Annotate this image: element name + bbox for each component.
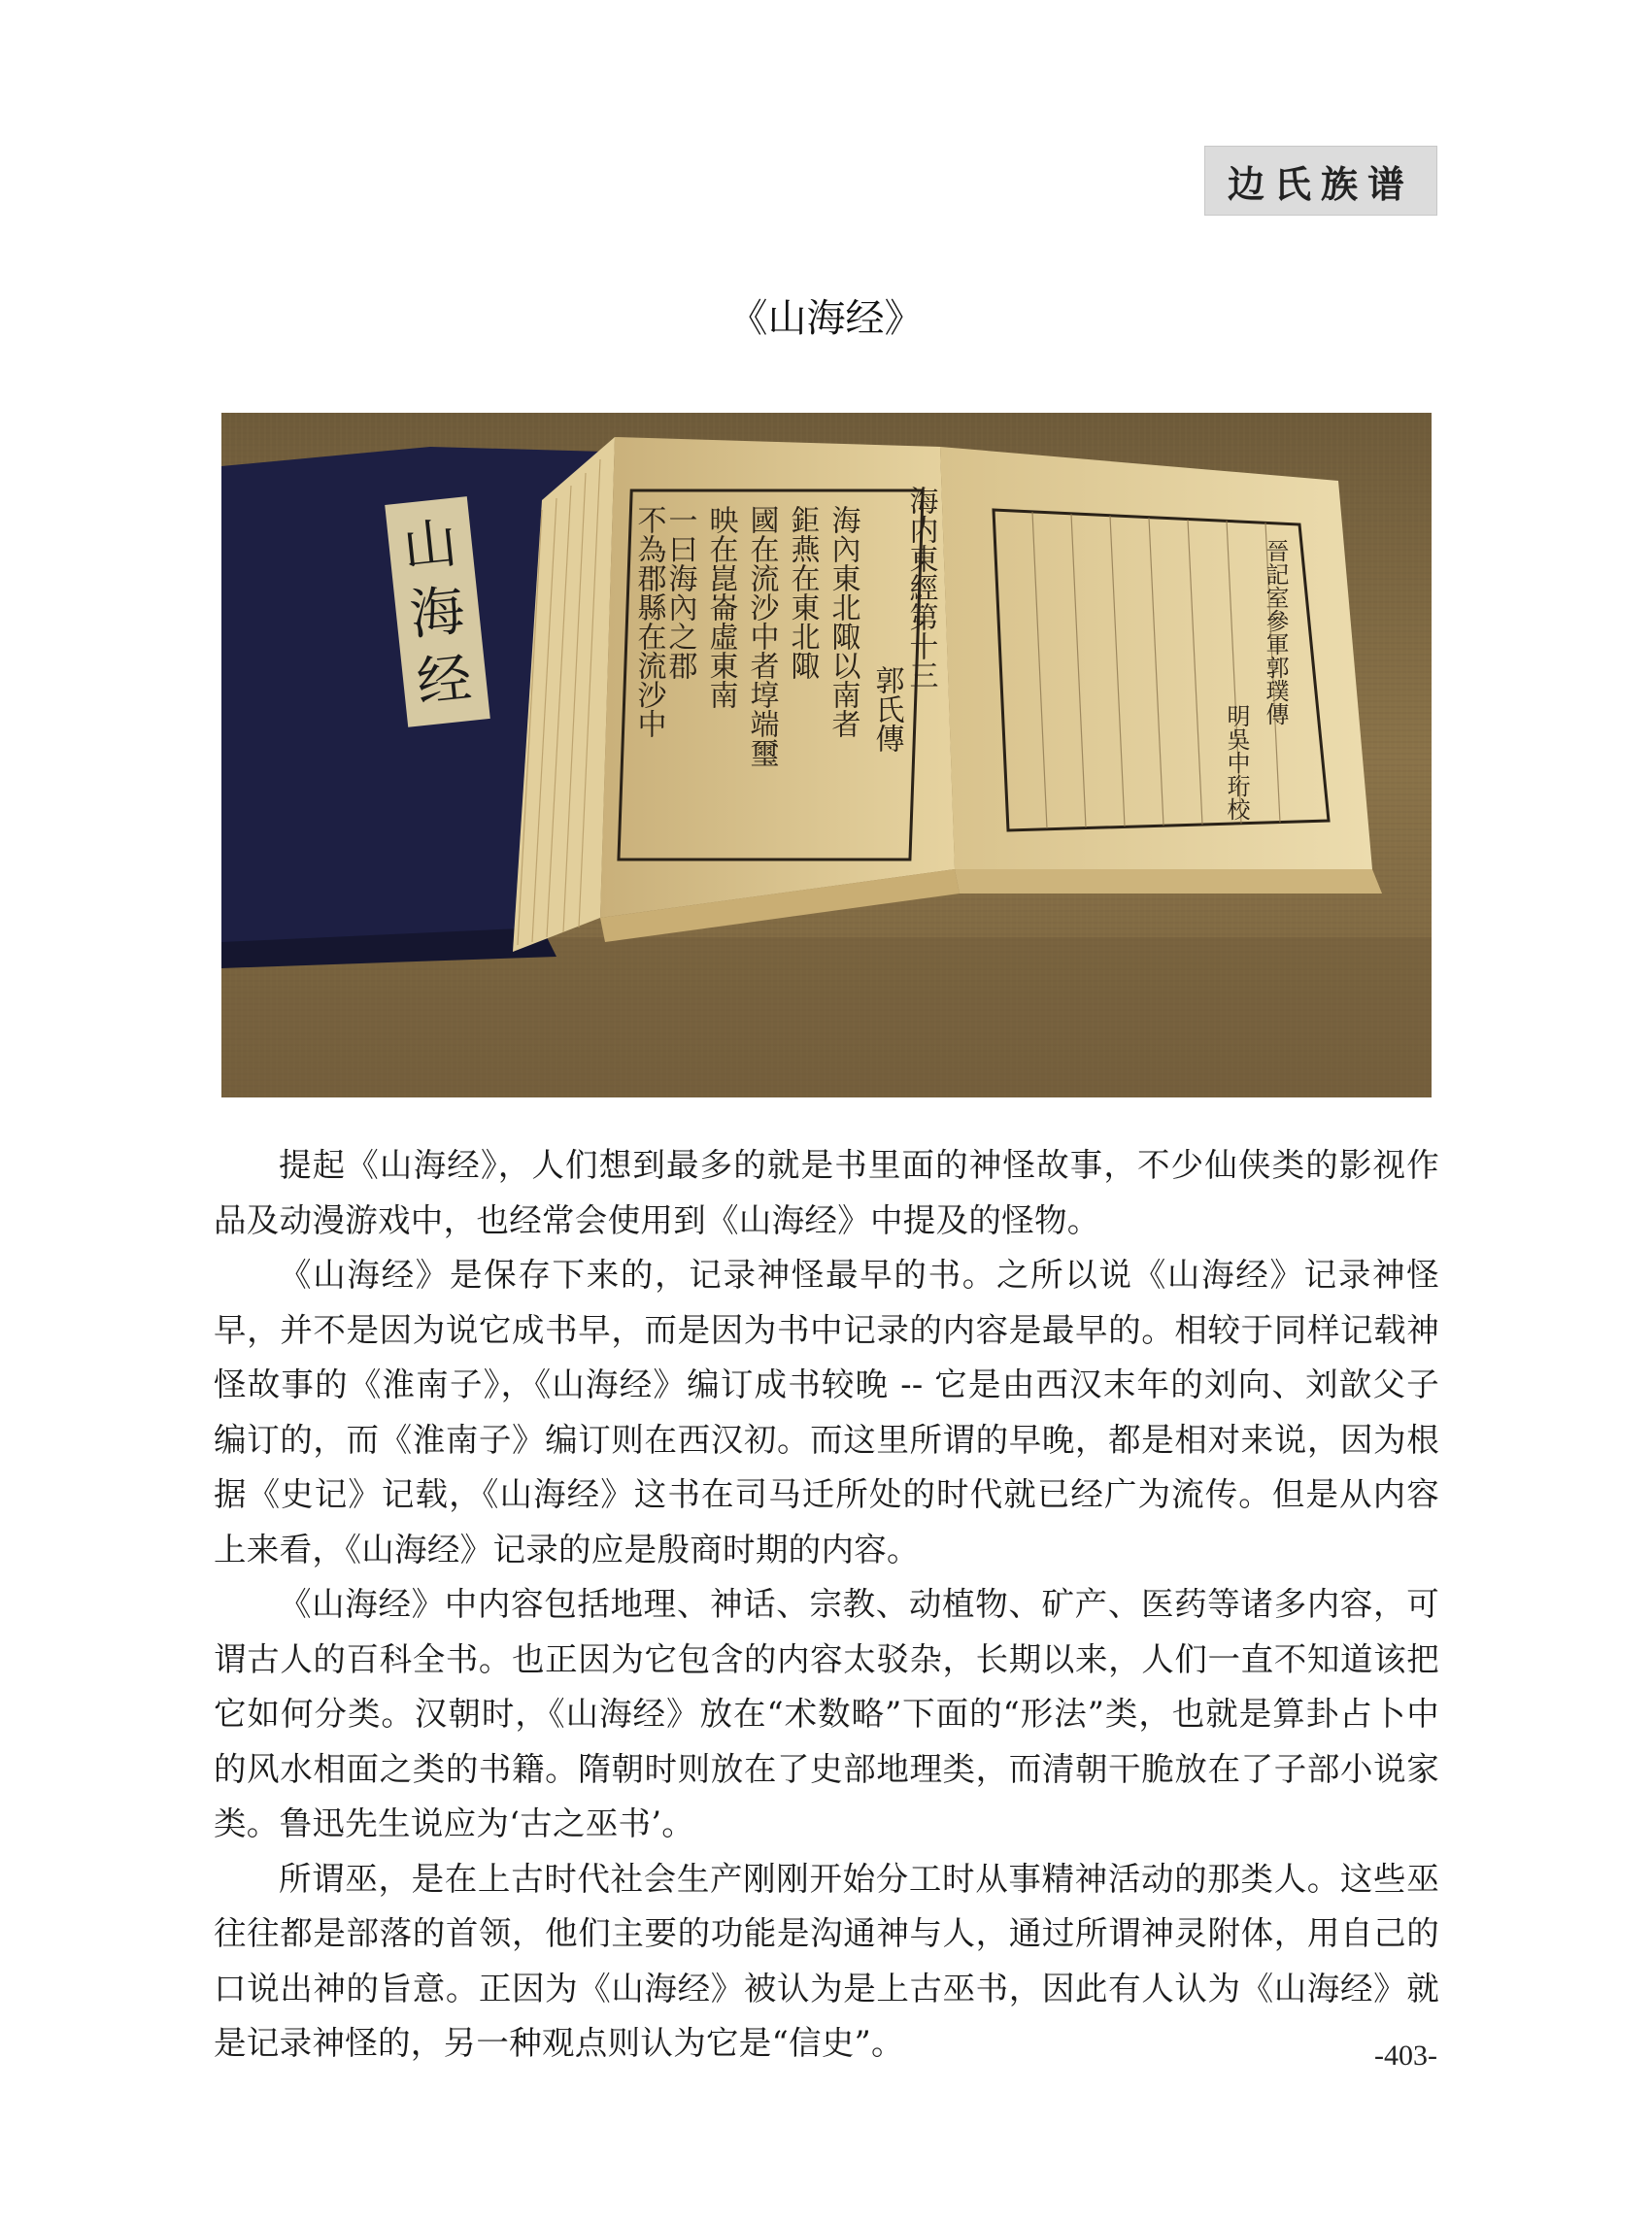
page-column-text: 映在崑崙虛東南 [703,505,738,709]
book-photo [221,413,1432,1097]
page-column-text: 海內東北陬以南者 [826,505,860,738]
page-column-text: 國在流沙中者埻端璽 [744,505,779,767]
article-title: 《山海经》 [728,296,924,341]
page-column-text: 鉅燕在東北陬 [785,505,820,680]
body-paragraph: 《山海经》是保存下来的，记录神怪最早的书。之所以说《山海经》记录神怪早，并不是因为说它成书早，而是因为书中记录的内容是最早的。相较于同样记载神怪故事的《淮南子》，《山海经》编订成书较晚 -- 它是由西汉末年的刘向、刘歆父子编订的，而《淮南子》编订则在西汉初。而这里所谓的早晚，都是相对来说，因为根据《史记》记载，《山海经》这书在司马迁所处的时代就已经广为流传。但是从内容上来看，《山海经》记录的应是殷商时期的内容。 [214,1256,1439,1568]
cover-label-char: 经 [414,646,475,716]
cover-label-char: 海 [406,579,468,648]
body-paragraph: 所谓巫，是在上古时代社会生产刚刚开始分工时从事精神活动的那类人。这些巫往往都是部落的首领，他们主要的功能是沟通神与人，通过所谓神灵附体，用自己的口说出神的旨意。正因为《山海经》被认为是上古巫书，因此有人认为《山海经》就是记录神怪的，另一种观点则认为它是“信史”。 [214,1859,1439,2062]
section-tag: 边氏族谱 [1204,146,1437,216]
page-column-text: 不為郡縣在流沙中 [631,505,666,738]
body-paragraph: 《山海经》中内容包括地理、神话、宗教、动植物、矿产、医药等诸多内容，可谓古人的百科全书。也正因为它包含的内容太驳杂，长期以来，人们一直不知道该把它如何分类。汉朝时，《山海经》放在“术数略”下面的“形法”类，也就是算卦占卜中的风水相面之类的书籍。隋朝时则放在了史部地理类，而清朝干脆放在了子部小说家类。鲁迅先生说应为‘古之巫书’。 [214,1585,1439,1842]
facing-page-text: 明吳中珩校 [1223,704,1250,821]
body-paragraph: 提起《山海经》，人们想到最多的就是书里面的神怪故事，不少仙侠类的影视作品及动漫游戏中，也经常会使用到《山海经》中提及的怪物。 [214,1146,1439,1239]
cover-label-char: 山 [399,511,461,581]
page-column-text: 郭氏傳 [869,665,904,753]
page-number: -403- [1374,2040,1437,2072]
page-column-text: 海内東經第十三 [903,486,938,690]
page-column-text: 一曰海內之郡 [662,505,697,680]
facing-page-text: 晉記室參軍郭璞傳 [1262,539,1289,725]
article-body [214,1138,1439,2072]
